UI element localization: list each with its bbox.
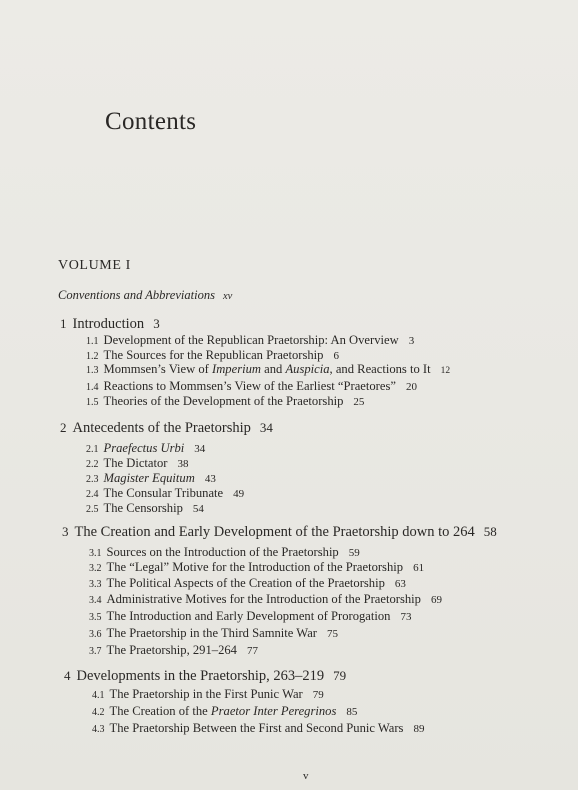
section-number: 4.3 xyxy=(92,724,105,735)
section-number: 2.2 xyxy=(86,459,99,470)
entry-title: Conventions and Abbreviations xyxy=(58,288,215,302)
page-number: 73 xyxy=(400,611,412,623)
page-title: Contents xyxy=(105,108,197,135)
section-1-1[interactable] xyxy=(86,334,414,347)
section-2-1[interactable] xyxy=(86,442,205,455)
chapter-title: Antecedents of the Praetorship xyxy=(72,420,251,436)
page-number: 43 xyxy=(204,473,216,485)
chapter-number: 4 xyxy=(64,668,71,683)
chapter-title: The Creation and Early Development of the Praetorship down to 264 xyxy=(74,524,475,540)
section-number: 2.5 xyxy=(86,504,99,515)
section-title-part: The Creation of the xyxy=(109,704,211,718)
chapter-2[interactable] xyxy=(60,420,273,437)
section-title: The Praetorship Between the First and Second Punic Wars xyxy=(109,721,404,735)
section-number: 4.1 xyxy=(92,690,105,701)
section-number: 3.6 xyxy=(89,629,102,640)
section-title: The Sources for the Republican Praetorship xyxy=(103,348,324,362)
section-title-italic: Imperium xyxy=(212,362,261,376)
section-title: The Praetorship in the Third Samnite War xyxy=(106,626,317,640)
section-title: The “Legal” Motive for the Introduction of the Praetorship xyxy=(106,560,404,574)
section-number: 1.5 xyxy=(86,397,99,408)
page-number: 61 xyxy=(413,562,425,574)
section-number: 3.1 xyxy=(89,548,102,559)
chapter-3[interactable] xyxy=(62,524,497,541)
section-number: 1.4 xyxy=(86,382,99,393)
section-title-italic: Praetor Inter Peregrinos xyxy=(210,704,337,718)
section-number: 3.5 xyxy=(89,612,102,623)
page-number: 54 xyxy=(192,503,204,515)
section-title: Magister Equitum xyxy=(103,471,195,485)
section-title: The Introduction and Early Development of Prorogation xyxy=(106,609,391,623)
section-3-7[interactable] xyxy=(89,644,258,657)
page-number: 69 xyxy=(430,594,442,606)
section-number: 1.1 xyxy=(86,336,99,347)
section-number: 3.2 xyxy=(89,563,102,574)
section-number: 2.4 xyxy=(86,489,99,500)
section-3-2[interactable] xyxy=(89,561,424,574)
section-3-4[interactable] xyxy=(89,593,442,606)
section-title: Theories of the Development of the Praetorship xyxy=(103,394,344,408)
page-number: 25 xyxy=(353,396,365,408)
page-folio: v xyxy=(303,770,309,782)
section-title: The Political Aspects of the Creation of the Praetorship xyxy=(106,576,385,590)
section-2-4[interactable] xyxy=(86,487,244,500)
section-4-1[interactable] xyxy=(92,688,324,701)
page-number: 59 xyxy=(348,547,360,559)
chapter-title: Developments in the Praetorship, 263–219 xyxy=(76,668,325,684)
page-number: 34 xyxy=(259,420,273,435)
section-3-1[interactable] xyxy=(89,546,360,559)
page-number: 6 xyxy=(333,350,339,362)
section-title: Sources on the Introduction of the Praetorship xyxy=(106,545,339,559)
page-number: 79 xyxy=(333,668,347,683)
section-number: 3.3 xyxy=(89,579,102,590)
section-title: The Praetorship, 291–264 xyxy=(106,643,237,657)
page-number: 58 xyxy=(483,524,497,539)
section-1-3[interactable] xyxy=(86,363,450,377)
page-number: 79 xyxy=(312,689,324,701)
volume-heading: VOLUME I xyxy=(58,258,131,273)
section-number: 2.3 xyxy=(86,474,99,485)
chapter-number: 2 xyxy=(60,420,67,435)
section-title-part: and xyxy=(260,362,286,376)
page-number: 34 xyxy=(194,443,206,455)
page-number: xv xyxy=(222,291,233,302)
section-1-5[interactable] xyxy=(86,395,364,408)
page-number: 85 xyxy=(346,706,358,718)
section-number: 1.3 xyxy=(86,365,99,376)
chapter-number: 1 xyxy=(60,316,67,331)
page-number: 75 xyxy=(326,628,338,640)
page-number: 49 xyxy=(233,488,245,500)
section-title-italic: Auspicia xyxy=(285,362,330,376)
section-number: 3.4 xyxy=(89,595,102,606)
section-number: 1.2 xyxy=(86,351,99,362)
section-3-6[interactable] xyxy=(89,627,338,640)
section-number: 3.7 xyxy=(89,646,102,657)
section-title: Development of the Republican Praetorship: An Overview xyxy=(103,333,399,347)
section-4-3[interactable] xyxy=(92,722,424,735)
section-title: The Consular Tribunate xyxy=(103,486,224,500)
section-title: The Censorship xyxy=(103,501,183,515)
page-number: 20 xyxy=(405,381,417,393)
page-number: 12 xyxy=(440,366,451,376)
section-2-3[interactable] xyxy=(86,472,216,485)
section-title: Praefectus Urbi xyxy=(103,441,185,455)
page-number: 38 xyxy=(177,458,189,470)
page-number: 77 xyxy=(246,645,258,657)
chapter-title: Introduction xyxy=(72,316,145,332)
page-number: 63 xyxy=(394,578,406,590)
section-number: 4.2 xyxy=(92,707,105,718)
chapter-number: 3 xyxy=(62,524,69,539)
section-number: 2.1 xyxy=(86,444,99,455)
page-number: 89 xyxy=(413,723,425,735)
chapter-4[interactable] xyxy=(64,668,346,685)
toc-entry-conventions[interactable] xyxy=(58,288,232,303)
page-number: 3 xyxy=(153,316,160,331)
section-4-2[interactable] xyxy=(92,705,357,718)
section-title: Administrative Motives for the Introduction of the Praetorship xyxy=(106,592,421,606)
section-2-2[interactable] xyxy=(86,457,189,470)
section-title: Reactions to Mommsen’s View of the Earliest “Praetores” xyxy=(103,379,396,393)
section-2-5[interactable] xyxy=(86,502,204,515)
section-3-5[interactable] xyxy=(89,610,411,623)
page-number: 3 xyxy=(408,335,415,347)
section-title-part: , and Reactions to It xyxy=(329,362,431,376)
section-title: The Praetorship in the First Punic War xyxy=(109,687,303,701)
chapter-1[interactable] xyxy=(60,316,160,333)
section-1-4[interactable] xyxy=(86,380,417,393)
section-3-3[interactable] xyxy=(89,577,406,590)
section-title: The Dictator xyxy=(103,456,168,470)
section-title-part: Mommsen’s View of xyxy=(103,362,213,376)
section-1-2[interactable] xyxy=(86,349,339,362)
